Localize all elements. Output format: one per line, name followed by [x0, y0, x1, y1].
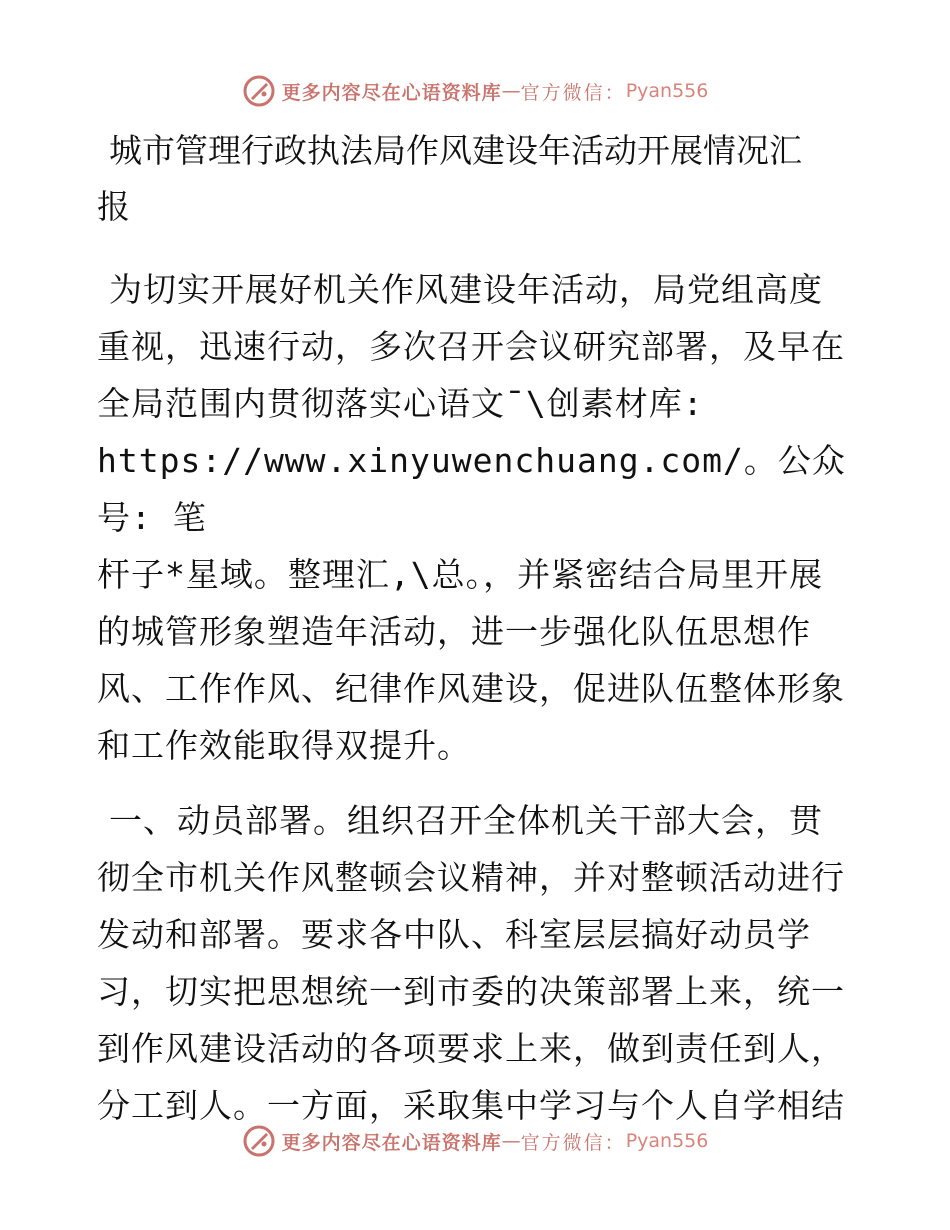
intro-line: 全局范围内贯彻落实心语文¯\创素材库: — [97, 384, 704, 423]
intro-line: 为切实开展好机关作风建设年活动，局党组高度 — [109, 270, 823, 309]
banner-site-text: 更多内容尽在心语资料库 — [281, 81, 502, 104]
header-watermark-banner — [0, 71, 950, 111]
intro-line: 风、工作作风、纪律作风建设，促进队伍整体形象 — [97, 669, 845, 708]
section-line: 发动和部署。要求各中队、科室层层搞好动员学 — [97, 915, 811, 954]
section-1-paragraph — [97, 792, 857, 1134]
title-line-1: 城市管理行政执法局作风建设年活动开展情况汇 — [109, 131, 802, 170]
banner-wechat-id: Pyan556 — [625, 80, 709, 102]
intro-paragraph — [97, 261, 857, 774]
banner-wechat-label: 官方微信： — [520, 1131, 626, 1154]
section-line: 到作风建设活动的各项要求上来，做到责任到人， — [97, 1029, 845, 1068]
document-title — [97, 123, 857, 235]
footer-watermark-banner — [0, 1121, 950, 1161]
intro-line: 杆子*星域。整理汇,\总。，并紧密结合局里开展 — [97, 555, 824, 594]
banner-wechat-label: 官方微信： — [520, 81, 626, 104]
intro-line: https://www.xinyuwenchuang.com/。公众号: 笔 — [97, 441, 846, 537]
intro-line: 重视，迅速行动，多次召开会议研究部署，及早在 — [97, 327, 845, 366]
section-line: 一、动员部署。组织召开全体机关干部大会，贯 — [109, 801, 823, 840]
intro-line: 和工作效能取得双提升。 — [97, 726, 471, 765]
title-line-2: 报 — [97, 187, 130, 226]
document-body — [97, 123, 857, 1134]
quill-pen-logo-icon — [242, 74, 276, 108]
section-line: 分工到人。一方面，采取集中学习与个人自学相结 — [97, 1086, 845, 1125]
banner-dash: — — [501, 80, 521, 102]
banner-dash: — — [501, 1130, 521, 1152]
quill-pen-logo-icon — [242, 1124, 276, 1158]
section-line: 彻全市机关作风整顿会议精神，并对整顿活动进行 — [97, 858, 845, 897]
intro-line: 的城管形象塑造年活动，进一步强化队伍思想作 — [97, 612, 811, 651]
section-line: 习，切实把思想统一到市委的决策部署上来，统一 — [97, 972, 845, 1011]
banner-site-text: 更多内容尽在心语资料库 — [281, 1131, 502, 1154]
banner-wechat-id: Pyan556 — [625, 1130, 709, 1152]
